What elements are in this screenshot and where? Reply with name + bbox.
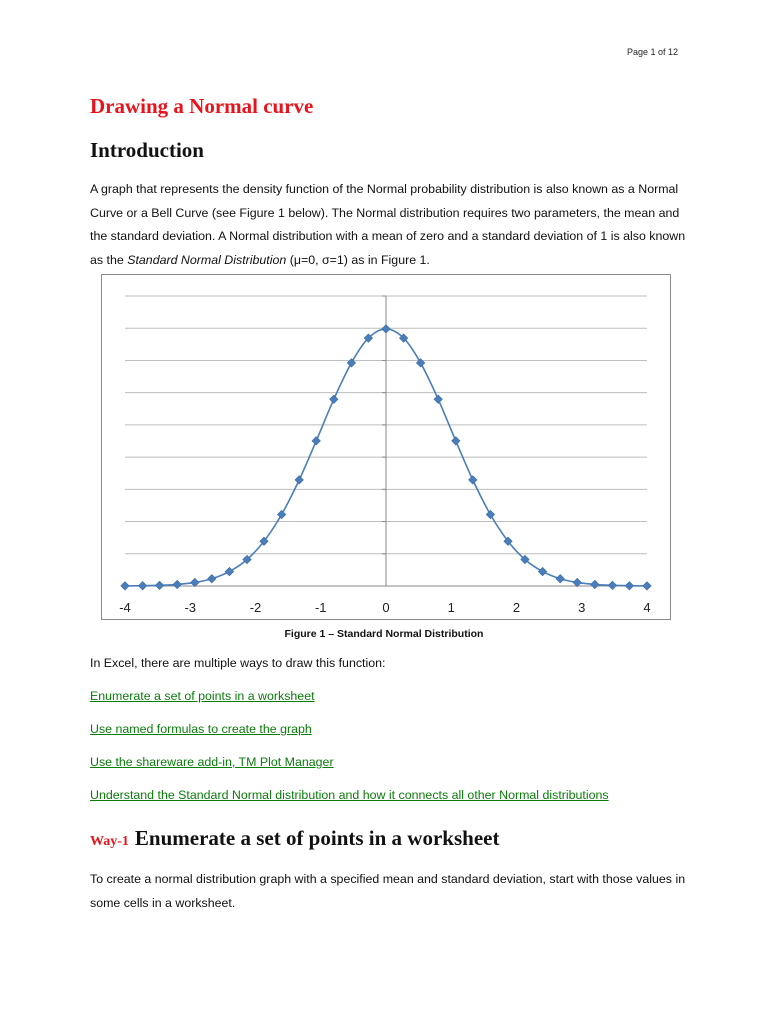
x-tick-label: 4 xyxy=(643,600,651,615)
excel-intro-text: In Excel, there are multiple ways to draw this function: xyxy=(90,656,386,670)
data-point xyxy=(452,437,460,445)
data-point xyxy=(556,575,564,583)
x-tick-label: -1 xyxy=(314,600,327,615)
link-enumerate-points[interactable]: Enumerate a set of points in a worksheet xyxy=(90,689,315,703)
section-heading-introduction: Introduction xyxy=(90,138,204,162)
data-point xyxy=(608,581,616,589)
data-point xyxy=(225,567,233,575)
data-point xyxy=(591,580,599,588)
link-plot-manager[interactable]: Use the shareware add-in, TM Plot Manager xyxy=(90,755,334,769)
data-point xyxy=(173,580,181,588)
x-tick-label: -2 xyxy=(249,600,262,615)
way1-heading xyxy=(90,826,499,851)
data-point xyxy=(416,359,424,367)
x-tick-label: 2 xyxy=(512,600,521,615)
link-standard-normal[interactable]: Understand the Standard Normal distribution and how it connects all other Normal distributions xyxy=(90,788,609,802)
chart-svg xyxy=(102,275,670,619)
data-point xyxy=(486,510,494,518)
data-point xyxy=(382,325,390,333)
data-point xyxy=(434,395,442,403)
normal-curve-chart xyxy=(101,274,671,620)
data-point xyxy=(538,567,546,575)
page-number: Page 1 of 12 xyxy=(626,47,678,57)
data-point xyxy=(312,437,320,445)
data-point xyxy=(191,578,199,586)
data-point xyxy=(138,582,146,590)
intro-text-part1: A graph that represents the density function of the Normal probability distribution is also known as a Normal Curve or a Bell Curve (see Figure 1 below). The Normal distribution requires two parameters, the mean and the standard deviation. A Normal distribution with a mean of zero and a standard deviation of 1 is also known as the xyxy=(90,182,686,267)
intro-italic-term: Standard Normal Distribution xyxy=(127,252,287,267)
x-tick-label: 3 xyxy=(578,600,586,615)
data-point xyxy=(469,476,477,484)
link-named-formulas[interactable]: Use named formulas to create the graph xyxy=(90,722,312,736)
data-point xyxy=(625,582,633,590)
way1-tag: Way-1 xyxy=(90,834,129,849)
data-point xyxy=(295,476,303,484)
intro-text-part2: (μ=0, σ=1) as in Figure 1. xyxy=(286,252,430,267)
x-tick-label: 1 xyxy=(447,600,455,615)
x-tick-label: -3 xyxy=(184,600,197,615)
data-point xyxy=(155,581,163,589)
intro-paragraph xyxy=(90,178,690,272)
data-point xyxy=(643,582,651,590)
x-tick-label: 0 xyxy=(382,600,390,615)
x-tick-label: -4 xyxy=(119,600,131,615)
data-point xyxy=(347,359,355,367)
data-point xyxy=(573,578,581,586)
document-title: Drawing a Normal curve xyxy=(90,94,314,118)
way1-paragraph: To create a normal distribution graph with a specified mean and standard deviation, start with those values in some cells in a worksheet. xyxy=(90,872,686,910)
data-point xyxy=(121,582,129,590)
data-point xyxy=(208,575,216,583)
figure-caption: Figure 1 – Standard Normal Distribution xyxy=(284,628,484,640)
data-point xyxy=(330,395,338,403)
data-point xyxy=(277,510,285,518)
way1-heading-text: Enumerate a set of points in a worksheet xyxy=(134,826,500,850)
